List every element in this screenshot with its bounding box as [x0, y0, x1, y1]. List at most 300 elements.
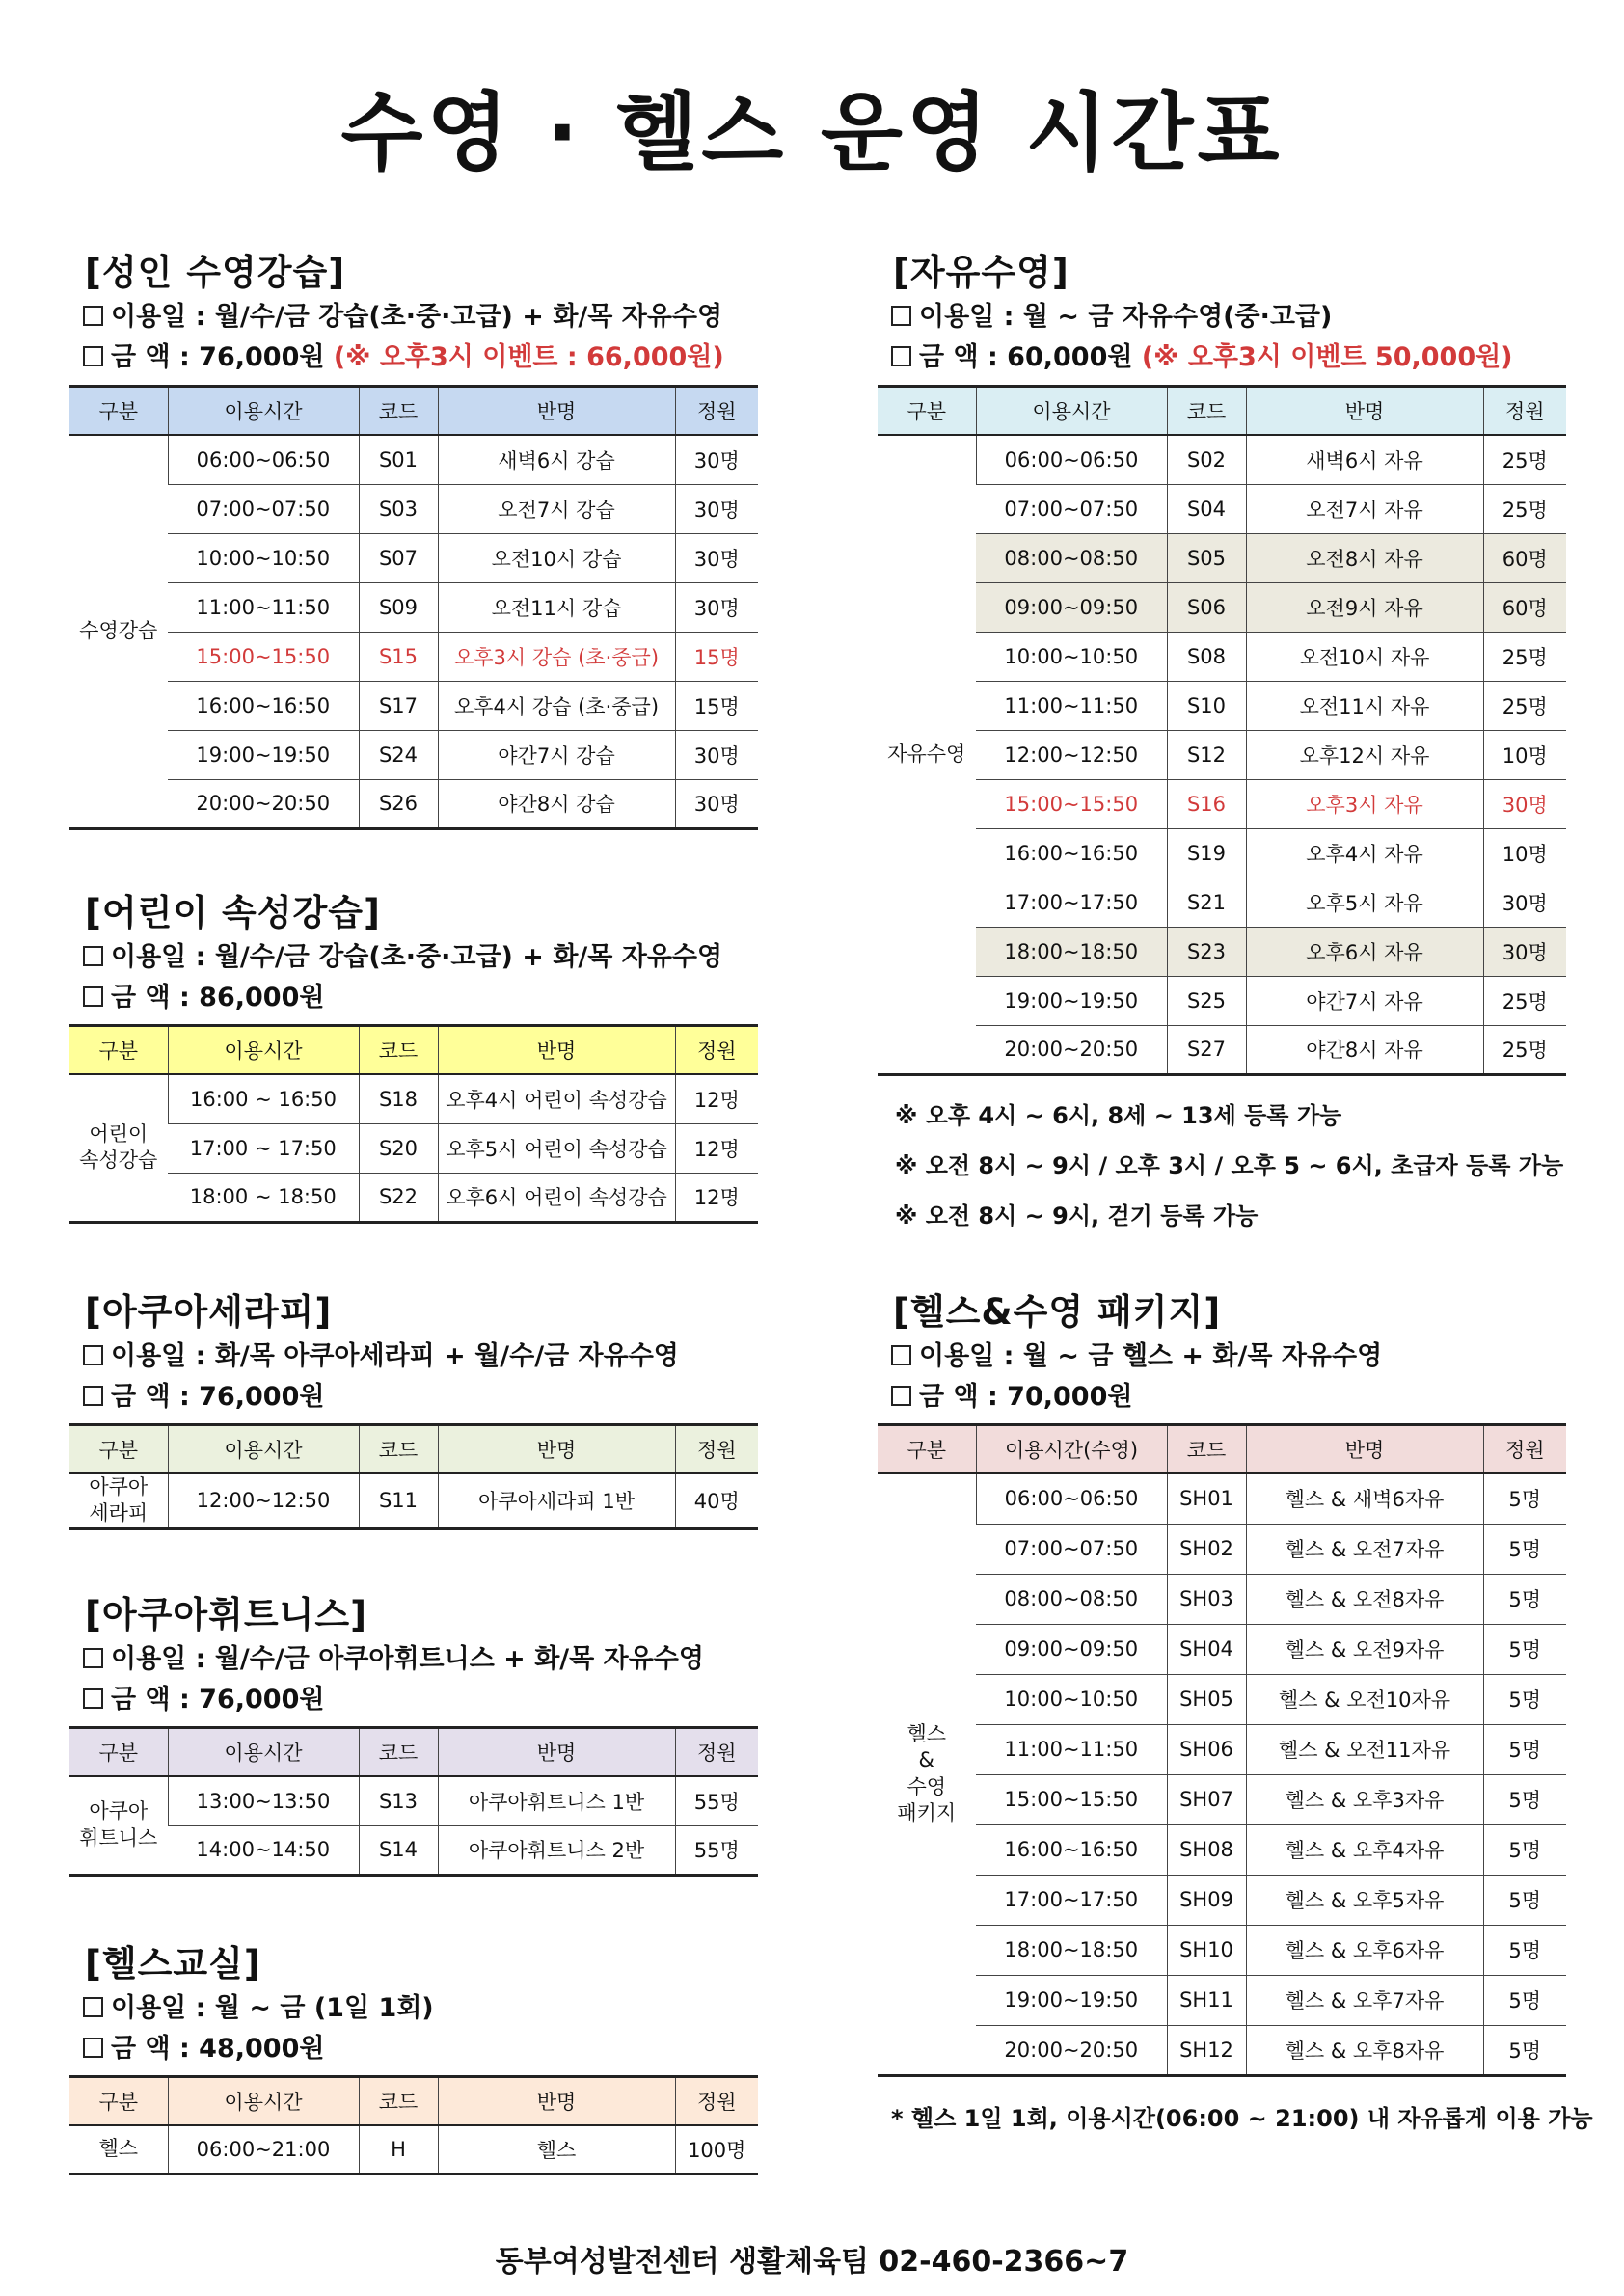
table-row	[878, 779, 1566, 828]
column-header-time: 이용시간	[168, 1728, 359, 1777]
column-header-class: 반명	[438, 1425, 675, 1474]
table-body	[69, 1074, 758, 1222]
group-label-line: 아쿠아	[89, 1799, 149, 1823]
note-free-2: ※ 오전 8시 ~ 9시 / 오후 3시 / 오후 5 ~ 6시, 초급자 등록 가능	[895, 1152, 1564, 1179]
column-header-class: 반명	[1246, 387, 1483, 436]
time-cell: 08:00~08:50	[976, 1574, 1167, 1624]
capacity-cell: 25명	[1483, 681, 1566, 730]
table-row	[878, 632, 1566, 681]
time-cell: 12:00~12:50	[168, 1473, 359, 1528]
capacity-cell: 30명	[675, 779, 758, 828]
table-row	[878, 582, 1566, 632]
capacity-cell: 5명	[1483, 1574, 1566, 1624]
class-name-cell: 헬스 & 오후8자유	[1246, 2025, 1483, 2075]
capacity-cell: 60명	[1483, 582, 1566, 632]
capacity-cell: 30명	[675, 582, 758, 632]
column-header-group: 구분	[69, 1026, 168, 1075]
code-cell: S18	[359, 1074, 438, 1123]
code-cell: S05	[1167, 533, 1246, 582]
time-cell: 17:00 ~ 17:50	[168, 1123, 359, 1173]
group-label-line: 어린이	[89, 1121, 149, 1146]
time-cell: 07:00~07:50	[168, 484, 359, 533]
class-name-cell: 오전7시 강습	[438, 484, 675, 533]
time-cell: 15:00~15:50	[976, 1774, 1167, 1824]
table-row	[878, 1724, 1566, 1774]
table-row	[878, 484, 1566, 533]
code-cell: S16	[1167, 779, 1246, 828]
capacity-cell: 5명	[1483, 1473, 1566, 1524]
capacity-cell: 5명	[1483, 1524, 1566, 1574]
time-cell: 08:00~08:50	[976, 533, 1167, 582]
column-header-class: 반명	[438, 387, 675, 436]
capacity-cell: 10명	[1483, 730, 1566, 779]
time-cell: 20:00~20:50	[976, 2025, 1167, 2075]
group-label-line: 세라피	[89, 1501, 149, 1526]
column-header-cap: 정원	[675, 1425, 758, 1474]
group-label-line: 아쿠아	[89, 1475, 149, 1499]
class-name-cell: 오전7시 자유	[1246, 484, 1483, 533]
usage-days: 이용일 : 월 ~ 금 자유수영(중·고급)	[878, 297, 1566, 338]
capacity-cell: 25명	[1483, 976, 1566, 1025]
column-header-code: 코드	[359, 1728, 438, 1777]
capacity-cell: 25명	[1483, 435, 1566, 484]
capacity-cell: 25명	[1483, 1025, 1566, 1074]
class-name-cell: 새벽6시 강습	[438, 435, 675, 484]
table-body	[69, 2125, 758, 2174]
table-row	[69, 1825, 758, 1875]
table-row	[878, 1824, 1566, 1875]
schedule-table	[69, 1726, 758, 1877]
table-row	[878, 828, 1566, 878]
note-free-1: ※ 오후 4시 ~ 6시, 8세 ~ 13세 등록 가능	[895, 1102, 1342, 1129]
group-label-line: 자유수영	[887, 742, 966, 766]
code-cell: S08	[1167, 632, 1246, 681]
group-label-line: &	[918, 1748, 934, 1772]
group-cell	[878, 435, 976, 1074]
code-cell: S17	[359, 681, 438, 730]
page-title: 수영 · 헬스 운영 시간표	[340, 83, 1284, 182]
checkbox-icon	[83, 2038, 103, 2058]
class-name-cell: 오후3시 강습 (초·중급)	[438, 632, 675, 681]
checkbox-icon	[83, 946, 103, 966]
checkbox-icon	[891, 346, 911, 366]
header-row	[69, 1026, 758, 1075]
column-header-group: 구분	[69, 1728, 168, 1777]
code-cell: SH07	[1167, 1774, 1246, 1824]
table-body	[69, 1473, 758, 1528]
header-row	[69, 387, 758, 436]
code-cell: SH08	[1167, 1824, 1246, 1875]
capacity-cell: 55명	[675, 1776, 758, 1825]
table-row	[878, 878, 1566, 927]
time-cell: 09:00~09:50	[976, 1624, 1167, 1674]
column-header-code: 코드	[359, 387, 438, 436]
code-cell: SH03	[1167, 1574, 1246, 1624]
group-cell	[69, 2125, 168, 2174]
table-row	[878, 681, 1566, 730]
column-header-group: 구분	[69, 2077, 168, 2126]
time-cell: 16:00~16:50	[976, 828, 1167, 878]
code-cell: S09	[359, 582, 438, 632]
code-cell: S24	[359, 730, 438, 779]
class-name-cell: 아쿠아세라피 1반	[438, 1473, 675, 1528]
code-cell: S19	[1167, 828, 1246, 878]
time-cell: 09:00~09:50	[976, 582, 1167, 632]
table-header	[69, 1026, 758, 1075]
section-health-class	[69, 1940, 758, 2175]
capacity-cell: 30명	[1483, 927, 1566, 976]
group-label-line: 속성강습	[79, 1148, 158, 1173]
column-header-code: 코드	[359, 1425, 438, 1474]
column-header-time_swim: 이용시간(수영)	[976, 1425, 1167, 1474]
class-name-cell: 오후4시 어린이 속성강습	[438, 1074, 675, 1123]
checkbox-icon	[83, 1997, 103, 2017]
capacity-cell: 12명	[675, 1173, 758, 1222]
time-cell: 16:00~16:50	[168, 681, 359, 730]
schedule-table	[878, 1423, 1566, 2077]
column-header-time: 이용시간	[168, 1026, 359, 1075]
column-header-cap: 정원	[1483, 1425, 1566, 1474]
footer-contact: 동부여성발전센터 생활체육팀 02-460-2366~7	[495, 2245, 1129, 2279]
schedule-table	[69, 1423, 758, 1530]
class-name-cell: 야간8시 강습	[438, 779, 675, 828]
column-header-code: 코드	[1167, 1425, 1246, 1474]
schedule-table	[69, 1024, 758, 1224]
capacity-cell: 60명	[1483, 533, 1566, 582]
code-cell: S20	[359, 1123, 438, 1173]
table-body	[69, 1776, 758, 1875]
section-adult-swim	[69, 249, 758, 830]
capacity-cell: 5명	[1483, 1674, 1566, 1724]
price: 금 액 : 76,000원	[69, 1680, 758, 1720]
capacity-cell: 5명	[1483, 2025, 1566, 2075]
table-header	[878, 387, 1566, 436]
checkbox-icon	[83, 306, 103, 326]
class-name-cell: 헬스 & 오후6자유	[1246, 1925, 1483, 1975]
table-row	[69, 681, 758, 730]
section-kids-swim	[69, 889, 758, 1224]
group-cell	[69, 435, 168, 828]
column-header-cap: 정원	[675, 1026, 758, 1075]
header-row	[878, 387, 1566, 436]
table-row	[69, 779, 758, 828]
price: 금 액 : 60,000원 (※ 오후3시 이벤트 50,000원)	[878, 338, 1566, 378]
table-row	[878, 435, 1566, 484]
capacity-cell: 30명	[1483, 779, 1566, 828]
table-row	[69, 730, 758, 779]
time-cell: 18:00~18:50	[976, 1925, 1167, 1975]
column-header-code: 코드	[1167, 387, 1246, 436]
time-cell: 11:00~11:50	[976, 681, 1167, 730]
checkbox-icon	[83, 1345, 103, 1365]
event-price: (※ 오후3시 이벤트 50,000원)	[1141, 342, 1513, 372]
class-name-cell: 오전10시 강습	[438, 533, 675, 582]
capacity-cell: 30명	[675, 435, 758, 484]
capacity-cell: 30명	[675, 484, 758, 533]
table-row	[69, 1776, 758, 1825]
time-cell: 11:00~11:50	[168, 582, 359, 632]
checkbox-icon	[891, 306, 911, 326]
table-row	[69, 1123, 758, 1173]
group-label-line: 수영강습	[79, 619, 158, 643]
capacity-cell: 5명	[1483, 1774, 1566, 1824]
code-cell: S27	[1167, 1025, 1246, 1074]
group-cell	[69, 1074, 168, 1222]
table-row	[69, 2125, 758, 2174]
table-row	[878, 1524, 1566, 1574]
column-header-time: 이용시간	[168, 387, 359, 436]
checkbox-icon	[891, 1386, 911, 1406]
capacity-cell: 30명	[675, 730, 758, 779]
time-cell: 10:00~10:50	[168, 533, 359, 582]
column-header-code: 코드	[359, 2077, 438, 2126]
code-cell: SH10	[1167, 1925, 1246, 1975]
section-health-swim-package	[878, 1288, 1566, 2077]
price: 금 액 : 48,000원	[69, 2029, 758, 2069]
capacity-cell: 5명	[1483, 1824, 1566, 1875]
time-cell: 16:00 ~ 16:50	[168, 1074, 359, 1123]
capacity-cell: 30명	[675, 533, 758, 582]
table-row	[69, 1473, 758, 1528]
time-cell: 07:00~07:50	[976, 1524, 1167, 1574]
checkbox-icon	[83, 1386, 103, 1406]
class-name-cell: 헬스	[438, 2125, 675, 2174]
price: 금 액 : 76,000원	[69, 1377, 758, 1418]
class-name-cell: 헬스 & 오후4자유	[1246, 1824, 1483, 1875]
group-cell	[69, 1473, 168, 1528]
price: 금 액 : 70,000원	[878, 1377, 1566, 1418]
class-name-cell: 야간8시 자유	[1246, 1025, 1483, 1074]
column-header-group: 구분	[878, 387, 976, 436]
capacity-cell: 55명	[675, 1825, 758, 1875]
group-label-line: 헬스	[907, 1722, 947, 1746]
code-cell: S22	[359, 1173, 438, 1222]
price: 금 액 : 76,000원 (※ 오후3시 이벤트 : 66,000원)	[69, 338, 758, 378]
section-heading: [헬스교실]	[85, 1943, 261, 1985]
capacity-cell: 12명	[675, 1123, 758, 1173]
column-header-class: 반명	[438, 1728, 675, 1777]
table-row	[878, 533, 1566, 582]
event-price: (※ 오후3시 이벤트 : 66,000원)	[333, 342, 724, 372]
header-row	[69, 1425, 758, 1474]
code-cell: S21	[1167, 878, 1246, 927]
code-cell: S11	[359, 1473, 438, 1528]
schedule-table	[69, 2075, 758, 2175]
class-name-cell: 아쿠아휘트니스 1반	[438, 1776, 675, 1825]
usage-days: 이용일 : 월/수/금 강습(초·중·고급) + 화/목 자유수영	[69, 297, 758, 338]
capacity-cell: 100명	[675, 2125, 758, 2174]
code-cell: S13	[359, 1776, 438, 1825]
class-name-cell: 오전9시 자유	[1246, 582, 1483, 632]
table-row	[878, 1574, 1566, 1624]
capacity-cell: 15명	[675, 681, 758, 730]
capacity-cell: 10명	[1483, 828, 1566, 878]
class-name-cell: 오후4시 강습 (초·중급)	[438, 681, 675, 730]
capacity-cell: 5명	[1483, 1624, 1566, 1674]
table-row	[878, 1875, 1566, 1925]
table-row	[69, 582, 758, 632]
section-aqua-therapy	[69, 1288, 758, 1530]
class-name-cell: 헬스 & 오후5자유	[1246, 1875, 1483, 1925]
price: 금 액 : 86,000원	[69, 978, 758, 1018]
section-heading: [어린이 속성강습]	[85, 892, 381, 933]
code-cell: S25	[1167, 976, 1246, 1025]
class-name-cell: 헬스 & 오전7자유	[1246, 1524, 1483, 1574]
time-cell: 06:00~06:50	[168, 435, 359, 484]
table-row	[878, 1925, 1566, 1975]
class-name-cell: 헬스 & 오후7자유	[1246, 1975, 1483, 2025]
time-cell: 07:00~07:50	[976, 484, 1167, 533]
capacity-cell: 40명	[675, 1473, 758, 1528]
table-row	[69, 533, 758, 582]
class-name-cell: 야간7시 자유	[1246, 976, 1483, 1025]
time-cell: 06:00~06:50	[976, 435, 1167, 484]
schedule-table	[69, 385, 758, 830]
header-row	[878, 1425, 1566, 1474]
code-cell: SH12	[1167, 2025, 1246, 2075]
time-cell: 13:00~13:50	[168, 1776, 359, 1825]
code-cell: SH02	[1167, 1524, 1246, 1574]
column-header-class: 반명	[438, 2077, 675, 2126]
section-heading: [헬스&수영 패키지]	[893, 1291, 1222, 1333]
class-name-cell: 오후4시 자유	[1246, 828, 1483, 878]
table-row	[69, 1074, 758, 1123]
checkbox-icon	[83, 986, 103, 1007]
table-row	[69, 632, 758, 681]
schedule-table	[878, 385, 1566, 1076]
table-row	[878, 730, 1566, 779]
class-name-cell: 헬스 & 오후3자유	[1246, 1774, 1483, 1824]
code-cell: S14	[359, 1825, 438, 1875]
class-name-cell: 오후5시 자유	[1246, 878, 1483, 927]
section-free-swim	[878, 249, 1566, 1076]
table-row	[878, 976, 1566, 1025]
table-row	[878, 2025, 1566, 2075]
section-aqua-fitness	[69, 1591, 758, 1877]
checkbox-icon	[83, 1688, 103, 1709]
code-cell: SH01	[1167, 1473, 1246, 1524]
code-cell: S10	[1167, 681, 1246, 730]
column-header-cap: 정원	[675, 387, 758, 436]
code-cell: S07	[359, 533, 438, 582]
column-header-time: 이용시간	[168, 1425, 359, 1474]
time-cell: 19:00~19:50	[976, 1975, 1167, 2025]
table-header	[69, 387, 758, 436]
usage-days: 이용일 : 월/수/금 강습(초·중·고급) + 화/목 자유수영	[69, 937, 758, 978]
table-header	[69, 2077, 758, 2126]
class-name-cell: 오전8시 자유	[1246, 533, 1483, 582]
usage-days: 이용일 : 월 ~ 금 (1일 1회)	[69, 1988, 758, 2029]
code-cell: S12	[1167, 730, 1246, 779]
column-header-class: 반명	[1246, 1425, 1483, 1474]
group-label-line: 헬스	[98, 2137, 139, 2161]
time-cell: 15:00~15:50	[976, 779, 1167, 828]
capacity-cell: 5명	[1483, 1925, 1566, 1975]
table-row	[878, 1624, 1566, 1674]
time-cell: 17:00~17:50	[976, 878, 1167, 927]
column-header-time: 이용시간	[168, 2077, 359, 2126]
table-row	[69, 1173, 758, 1222]
time-cell: 18:00 ~ 18:50	[168, 1173, 359, 1222]
column-header-code: 코드	[359, 1026, 438, 1075]
group-label-line: 패키지	[897, 1801, 957, 1825]
usage-days: 이용일 : 월 ~ 금 헬스 + 화/목 자유수영	[878, 1337, 1566, 1377]
code-cell: S02	[1167, 435, 1246, 484]
code-cell: S03	[359, 484, 438, 533]
time-cell: 11:00~11:50	[976, 1724, 1167, 1774]
table-row	[878, 1674, 1566, 1724]
time-cell: 15:00~15:50	[168, 632, 359, 681]
usage-days: 이용일 : 화/목 아쿠아세라피 + 월/수/금 자유수영	[69, 1337, 758, 1377]
code-cell: SH09	[1167, 1875, 1246, 1925]
time-cell: 14:00~14:50	[168, 1825, 359, 1875]
column-header-group: 구분	[69, 1425, 168, 1474]
code-cell: SH05	[1167, 1674, 1246, 1724]
column-header-cap: 정원	[1483, 387, 1566, 436]
section-heading: [자유수영]	[893, 252, 1069, 293]
code-cell: S26	[359, 779, 438, 828]
class-name-cell: 오후6시 자유	[1246, 927, 1483, 976]
time-cell: 16:00~16:50	[976, 1824, 1167, 1875]
table-row	[878, 1774, 1566, 1824]
code-cell: S23	[1167, 927, 1246, 976]
capacity-cell: 25명	[1483, 484, 1566, 533]
code-cell: S04	[1167, 484, 1246, 533]
class-name-cell: 헬스 & 오전11자유	[1246, 1724, 1483, 1774]
table-header	[69, 1425, 758, 1474]
table-header	[69, 1728, 758, 1777]
class-name-cell: 오후5시 어린이 속성강습	[438, 1123, 675, 1173]
capacity-cell: 5명	[1483, 1975, 1566, 2025]
class-name-cell: 오후6시 어린이 속성강습	[438, 1173, 675, 1222]
capacity-cell: 5명	[1483, 1875, 1566, 1925]
group-label-line: 휘트니스	[79, 1825, 158, 1850]
code-cell: S06	[1167, 582, 1246, 632]
class-name-cell: 헬스 & 새벽6자유	[1246, 1473, 1483, 1524]
time-cell: 10:00~10:50	[976, 632, 1167, 681]
table-row	[878, 1975, 1566, 2025]
section-heading: [성인 수영강습]	[85, 252, 346, 293]
table-row	[878, 927, 1566, 976]
table-row	[69, 484, 758, 533]
class-name-cell: 오전10시 자유	[1246, 632, 1483, 681]
group-cell	[878, 1473, 976, 2075]
time-cell: 20:00~20:50	[168, 779, 359, 828]
code-cell: H	[359, 2125, 438, 2174]
column-header-group: 구분	[878, 1425, 976, 1474]
note-free-3: ※ 오전 8시 ~ 9시, 걷기 등록 가능	[895, 1202, 1259, 1229]
class-name-cell: 오전11시 자유	[1246, 681, 1483, 730]
capacity-cell: 12명	[675, 1074, 758, 1123]
group-cell	[69, 1776, 168, 1875]
time-cell: 10:00~10:50	[976, 1674, 1167, 1724]
capacity-cell: 5명	[1483, 1724, 1566, 1774]
class-name-cell: 새벽6시 자유	[1246, 435, 1483, 484]
column-header-cap: 정원	[675, 2077, 758, 2126]
time-cell: 12:00~12:50	[976, 730, 1167, 779]
header-row	[69, 1728, 758, 1777]
group-label-line: 수영	[907, 1774, 947, 1798]
code-cell: S15	[359, 632, 438, 681]
class-name-cell: 헬스 & 오전8자유	[1246, 1574, 1483, 1624]
class-name-cell: 헬스 & 오전10자유	[1246, 1674, 1483, 1724]
checkbox-icon	[83, 1648, 103, 1668]
column-header-time: 이용시간	[976, 387, 1167, 436]
table-body	[878, 1473, 1566, 2075]
class-name-cell: 오전11시 강습	[438, 582, 675, 632]
time-cell: 19:00~19:50	[168, 730, 359, 779]
time-cell: 06:00~06:50	[976, 1473, 1167, 1524]
